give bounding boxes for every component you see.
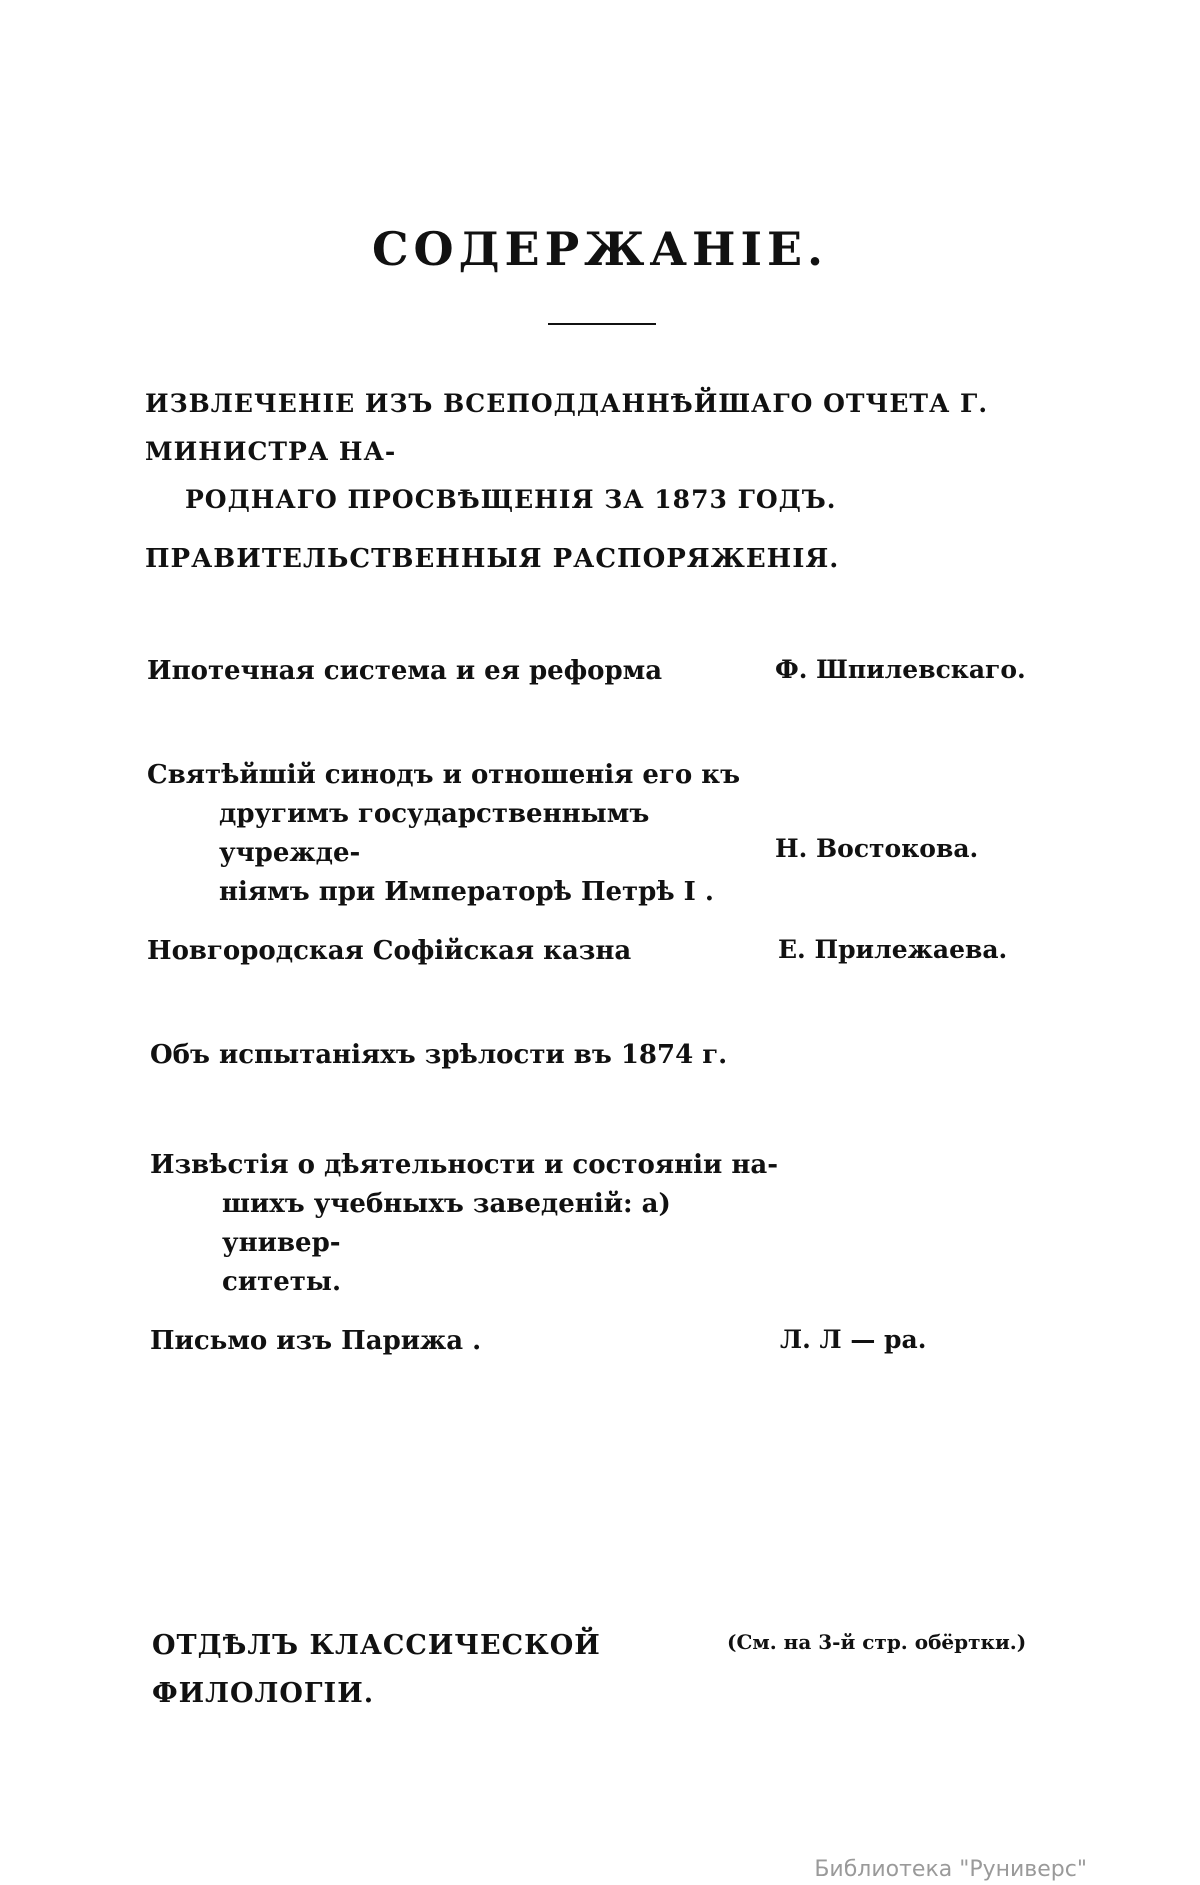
title-divider xyxy=(548,323,656,325)
entry-line: ніямъ при Императорѣ Петрѣ I . xyxy=(219,877,714,907)
report-line-1: ИЗВЛЕЧЕНІЕ ИЗЪ ВСЕПОДДАННѢЙШАГО ОТЧЕТА Г. МИНИСТРА НА- xyxy=(145,389,989,466)
report-line-2: РОДНАГО ПРОСВѢЩЕНІЯ ЗА 1873 ГОДЪ. xyxy=(185,485,837,514)
entry-line: Объ испытаніяхъ зрѣлости въ 1874 г. xyxy=(150,1040,728,1070)
entry-line: Извѣстія о дѣятельности и состояніи на- xyxy=(150,1150,778,1180)
author-shpilevsky: Ф. Шпилевскаго. xyxy=(775,655,1026,684)
entry-line: другимъ государственнымъ учрежде- xyxy=(219,799,650,868)
entry-line: Письмо изъ Парижа . xyxy=(150,1326,482,1356)
entry-line: Новгородская Софійская казна xyxy=(147,936,632,966)
toc-entry-synod xyxy=(147,756,787,912)
toc-entry-novgorod xyxy=(147,932,787,971)
page-title: СОДЕРЖАНІЕ. xyxy=(371,222,829,276)
government-orders-heading: ПРАВИТЕЛЬСТВЕННЫЯ РАСПОРЯЖЕНІЯ. xyxy=(145,544,840,574)
author-prilezhaev: Е. Прилежаева. xyxy=(778,935,1008,964)
classical-philology-heading: ОТДѢЛЪ КЛАССИЧЕСКОЙ ФИЛОЛОГІИ. xyxy=(152,1630,601,1709)
toc-entry-institutions xyxy=(150,1146,790,1302)
entry-line: шихъ учебныхъ заведеній: а) универ- xyxy=(222,1189,671,1258)
cover-page-note: (См. на 3-й стр. обёртки.) xyxy=(727,1630,1027,1654)
author-vostokov: Н. Востокова. xyxy=(775,834,979,863)
report-heading xyxy=(145,380,1075,524)
library-watermark: Библиотека "Руниверс" xyxy=(814,1857,1087,1882)
entry-line: Святѣйшій синодъ и отношенія его къ xyxy=(147,760,741,790)
author-l-l-ra: Л. Л — ра. xyxy=(780,1325,927,1354)
toc-entry-maturity-exams xyxy=(150,1036,790,1075)
entry-line: Ипотечная система и ея реформа xyxy=(147,656,663,686)
entry-line: ситеты. xyxy=(222,1267,341,1297)
toc-entry-paris-letter xyxy=(150,1322,790,1361)
toc-entry-mortgage xyxy=(147,652,787,691)
